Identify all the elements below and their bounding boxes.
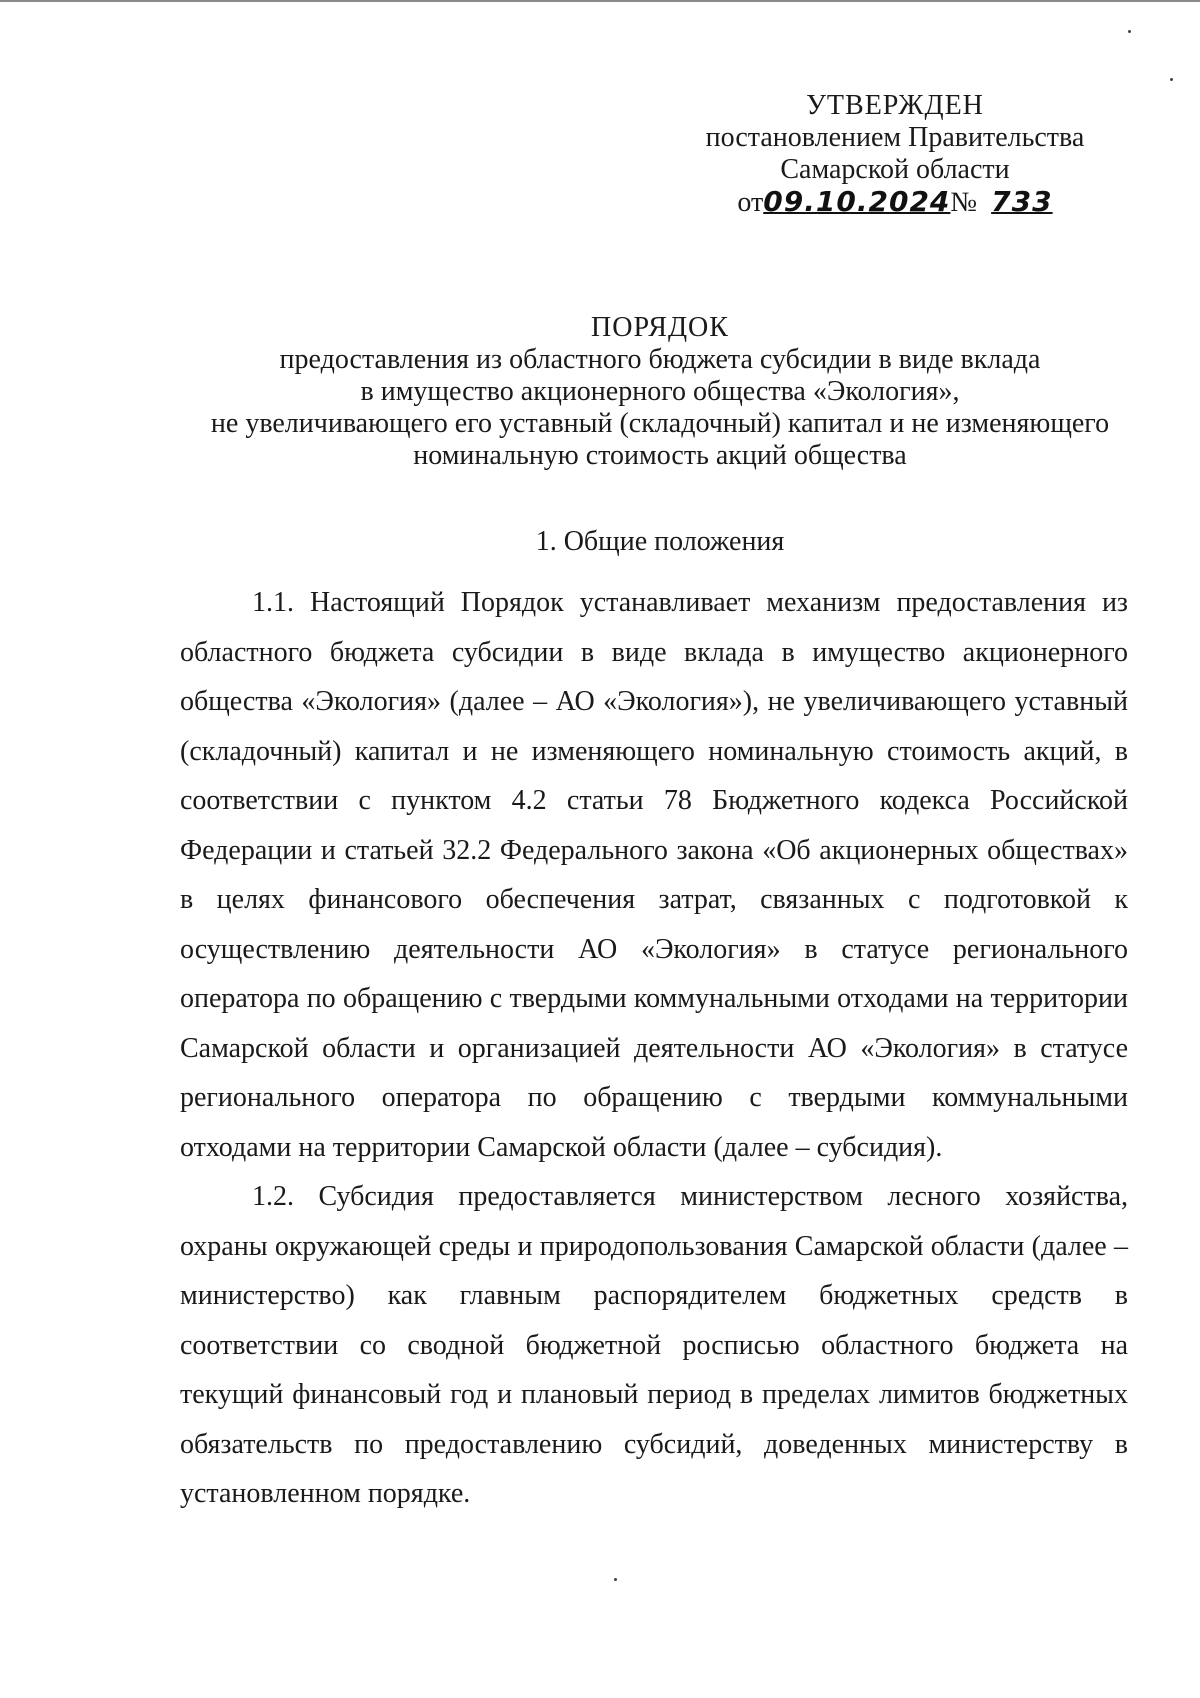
title-main: ПОРЯДОК [591,312,729,343]
approval-block [690,90,1100,219]
approval-by-line: постановлением Правительства [705,122,1085,153]
approval-region-line: Самарской области [780,154,1010,185]
date-prefix: от [737,187,764,218]
handwritten-number: 733 [991,185,1053,218]
scan-speck [1170,78,1173,81]
scan-speck [614,1578,617,1581]
paragraph-1-1: 1.1. Настоящий Порядок устанавливает механизм предоставления из областного бюджета субсидии в виде вклада в имущество акционерного общества «Экология» (далее – АО «Экология»), не увеличивающего уставный (складочный) капитал и не изменяющего номинальную стоимость акций, в соответствии с пунктом 4.2 статьи 78 Бюджетного кодекса Российской Федерации и статьей 32.2 Федерального закона «Об акционерных обществах» в целях финансового обеспечения затрат, связанных с подготовкой к осуществлению деятельности АО «Экология» в статусе регионального оператора по обращению с твердыми коммунальными отходами на территории Самарской области и организацией деятельности АО «Экология» в статусе регионального оператора по обращению с твердыми коммунальными отходами на территории Самарской области (далее – субсидия). [180,587,1128,1163]
title-line: номинальную стоимость акций общества [413,440,907,471]
paragraph-1-2: 1.2. Субсидия предоставляется министерством лесного хозяйства, охраны окружающей среды и природопользования Самарской области (далее – министерство) как главным распорядителем бюджетных средств в соответствии со сводной бюджетной росписью областного бюджета на текущий финансовый год и плановый период в пределах лимитов бюджетных обязательств по предоставлению субсидий, доведенных министерству в установленном порядке. [180,1181,1128,1509]
scan-top-border [0,0,1200,2]
document-body [180,578,1128,1519]
section-heading: 1. Общие положения [535,526,785,557]
title-line: в имущество акционерного общества «Экология», [360,376,960,407]
approval-title: УТВЕРЖДЕН [806,90,984,121]
document-title [120,312,1200,472]
approval-date-line [690,186,1100,219]
title-line: предоставления из областного бюджета субсидии в виде вклада [279,344,1041,375]
handwritten-date: 09.10.2024 [763,185,951,218]
number-prefix: № [950,187,978,218]
scan-speck [1128,30,1131,33]
title-line: не увеличивающего его уставный (складочный) капитал и не изменяющего [210,408,1110,439]
